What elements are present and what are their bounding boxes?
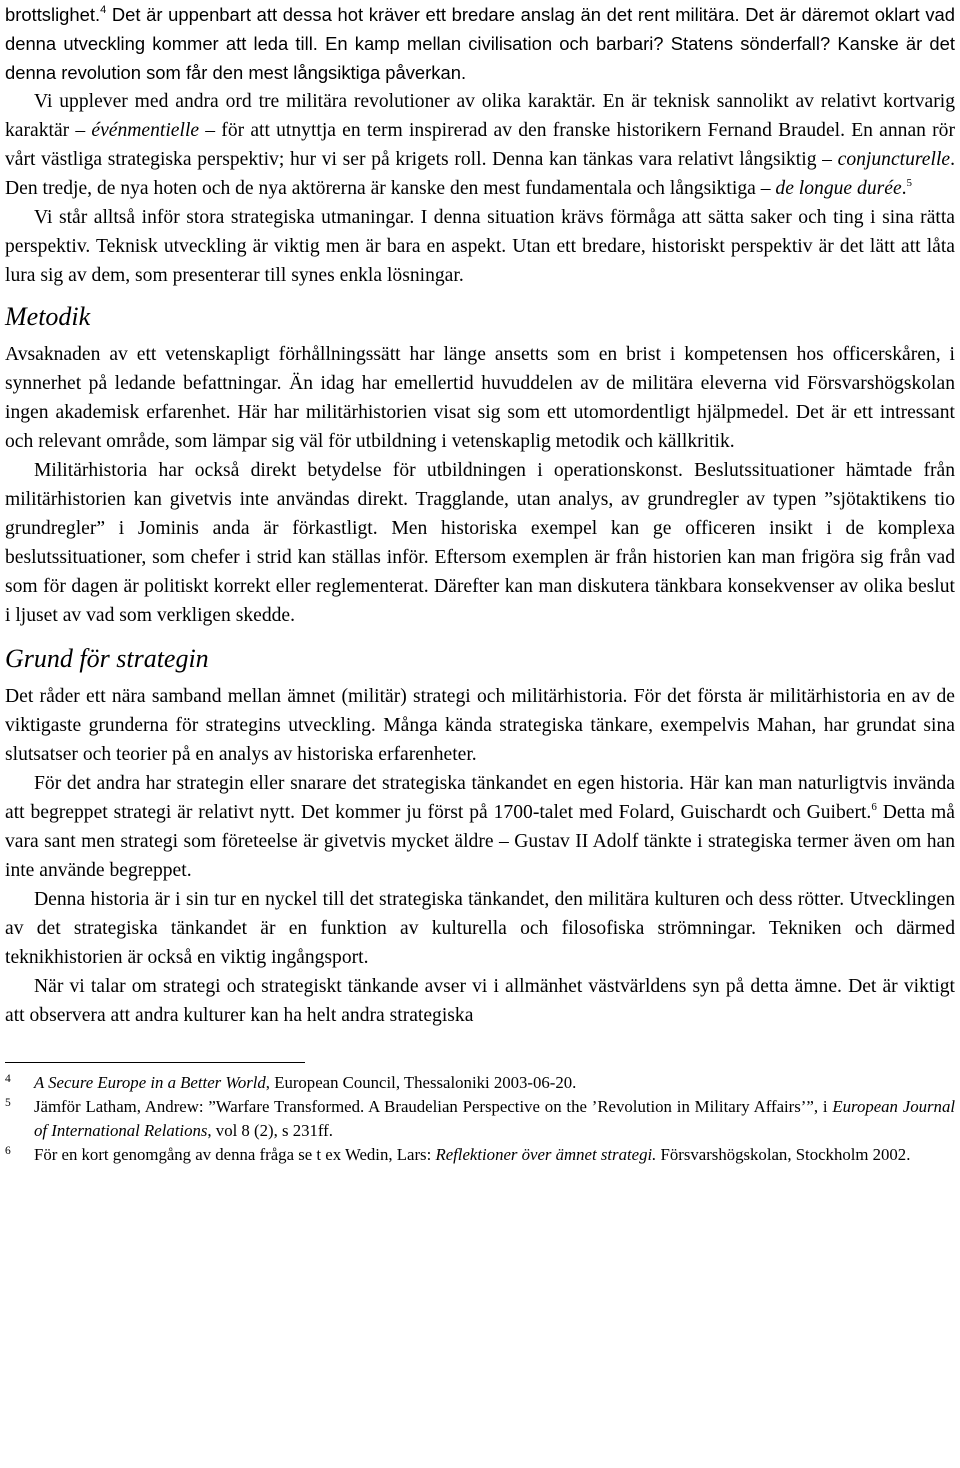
- paragraph-three-revolutions: [5, 87, 955, 203]
- footnote-ref-5: 5: [906, 177, 913, 189]
- text-run: .: [901, 178, 907, 199]
- text-run: – för att utnyttja en term inspirerad av den franske historikern Fernand Braudel. En annan rör vårt västliga strategiska perspektiv; hur vi ser på krigets roll. Denna kan tänkas vara relativt långsiktig –: [5, 120, 955, 170]
- footnote-title: European Journal of International Relations: [34, 1097, 955, 1140]
- footnote-4: [5, 1071, 955, 1095]
- footnotes: [5, 1071, 955, 1167]
- body-section-metodik: [5, 340, 955, 630]
- text-run: Detta må vara sant men strategi som företeelse är givetvis mycket äldre – Gustav II Adolf tänkte i strategiska termer även om han inte använde begreppet.: [5, 802, 955, 881]
- paragraph-grund-2: [5, 769, 955, 885]
- footnote-5: [5, 1095, 955, 1143]
- footnote-6: [5, 1143, 955, 1167]
- paragraph-grund-3: Denna historia är i sin tur en nyckel till det strategiska tänkandet, den militära kulturen och dess rötter. Utvecklingen av det strategiska tänkandet är en funktion av kulturella och filosofiska strömningar. Tekniken och därmed teknikhistorien är också en viktig ingångsport.: [5, 889, 955, 968]
- paragraph-metodik-2: Militärhistoria har också direkt betydelse för utbildningen i operationskonst. Beslutssituationer hämtade från militärhistorien kan givetvis inte användas direkt. Tragglande, utan analys, av grundregler av typen ”sjötaktikens tio grundregler” i Jominis anda är förkastligt. Men historiska exempel kan ge officeren insikt i de komplexa beslutssituationer, som chefer i strid kan ställas inför. Eftersom exemplen är från historien kan man frigöra sig från vad som för dagen är politiskt korrekt eller reglementerat. Därefter kan man diskutera tänkbara konsekvenser av olika beslut i ljuset av vad som verkligen skedde.: [5, 460, 955, 626]
- text-run: Jämför Latham, Andrew: ”Warfare Transformed. A Braudelian Perspective on the ’Revolution in Military Affairs’”, i: [34, 1097, 833, 1116]
- paragraph-grund-1: Det råder ett nära samband mellan ämnet (militär) strategi och militärhistoria. För det första är militärhistoria en av de viktigaste grunderna för strategins utveckling. Många kända strategiska tänkare, exempelvis Mahan, har grundat sina slutsatser och teorier på en analys av historiska erfarenheter.: [5, 686, 955, 765]
- footnote-title: A Secure Europe in a Better World: [34, 1073, 266, 1092]
- text-run: . Den tredje, de nya hoten och de nya aktörerna är kanske den mest fundamentala och långsiktiga –: [5, 149, 955, 199]
- document-page: [5, 0, 955, 1167]
- text-run: För en kort genomgång av denna fråga se t ex Wedin, Lars:: [34, 1145, 436, 1164]
- text-run: , vol 8 (2), s 231ff.: [207, 1121, 333, 1140]
- term-longue-duree: de longue durée: [775, 178, 902, 199]
- text-run: För det andra har strategin eller snarare det strategiska tänkandet en egen historia. Här kan man naturligtvis invända att begreppet strategi är relativt nytt. Det kommer ju först på 1700-talet med Folard, Guischardt och Guibert.: [5, 773, 955, 823]
- heading-metodik: Metodik: [5, 302, 91, 331]
- footnote-ref-4: 4: [100, 4, 107, 16]
- footnote-number: 6: [5, 1145, 11, 1157]
- text-run: Det är uppenbart att dessa hot kräver ett bredare anslag än det rent militära. Det är däremot oklart vad denna utveckling kommer att leda till. En kamp mellan civilisation och barbari? Statens sönderfall? Kanske är det denna revolution som får den mest långsiktiga påverkan.: [5, 4, 955, 83]
- term-conjuncturelle: conjuncturelle: [837, 149, 951, 170]
- paragraph-metodik-1: Avsaknaden av ett vetenskapligt förhållningssätt har länge ansetts som en brist i kompetensen hos officerskåren, i synnerhet på ledande befattningar. Än idag har emellertid huvuddelen av de militära eleverna vid Försvarshögskolan ingen akademisk erfarenhet. Här har militärhistorien visat sig som ett utomordentligt hjälpmedel. Det är ett intressant och relevant område, som lämpar sig väl för utbildning i vetenskaplig metodik och källkritik.: [5, 344, 955, 452]
- body-section-grund: [5, 682, 955, 1030]
- text-run: , European Council, Thessaloniki 2003-06-20.: [265, 1073, 577, 1092]
- footnote-number: 5: [5, 1097, 11, 1109]
- footnote-separator: [5, 1062, 305, 1063]
- heading-grund-for-strategin: Grund för strategin: [5, 644, 209, 673]
- paragraph-threats: [5, 0, 955, 87]
- paragraph-challenges: Vi står alltså inför stora strategiska utmaningar. I denna situation krävs förmåga att sätta saker och ting i sina rätta perspektiv. Teknisk utveckling är viktig men är bara en aspekt. Utan ett bredare, historiskt perspektiv är det lätt att låta lura sig av dem, som presenterar till synes enkla lösningar.: [5, 207, 955, 286]
- footnote-title: Reflektioner över ämnet strategi.: [435, 1145, 657, 1164]
- footnote-number: 4: [5, 1073, 11, 1085]
- body-section-intro: [5, 0, 955, 290]
- text-run: Vi upplever med andra ord tre militära revolutioner av olika karaktär. En är teknisk sannolikt av relativt kortvarig karaktär –: [5, 91, 955, 141]
- paragraph-grund-4: När vi talar om strategi och strategiskt tänkande avser vi i allmänhet västvärldens syn på detta ämne. Det är viktigt att observera att andra kulturer kan ha helt andra strategiska: [5, 976, 955, 1026]
- text-run: Försvarshögskolan, Stockholm 2002.: [656, 1145, 911, 1164]
- footnote-ref-6: 6: [871, 801, 877, 813]
- text-run: brottslighet.: [5, 4, 101, 25]
- term-evenmentielle: événmentielle: [91, 120, 200, 141]
